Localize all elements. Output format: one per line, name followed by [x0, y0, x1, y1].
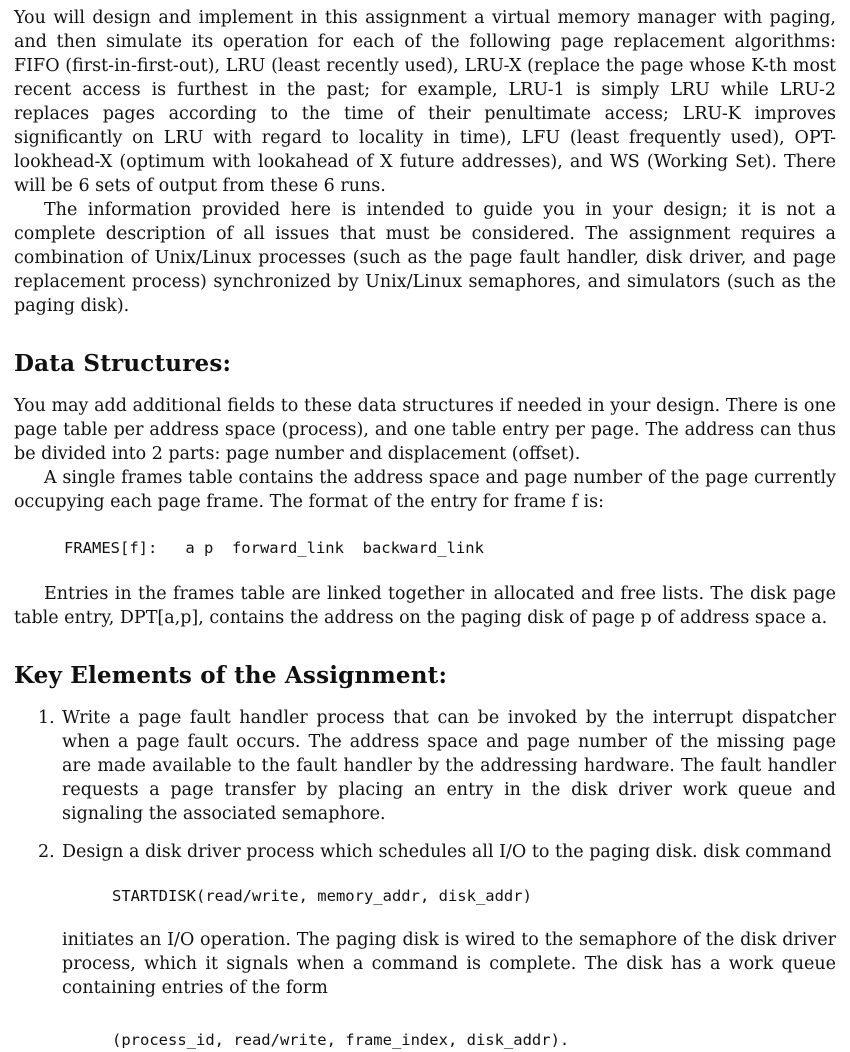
frames-table-paragraph: A single frames table contains the address space and page number of the page currently occupying each page frame. The format of the entry for frame f is:	[14, 468, 836, 512]
data-structures-paragraph: You may add additional fields to these data structures if needed in your design. There is one page table per address space (process), and one table entry per page. The address can thus be divided into 2 parts: page number and displacement (offset).	[14, 396, 836, 464]
list-item	[14, 840, 836, 1052]
startdisk-command: STARTDISK(read/write, memory_addr, disk_addr)	[112, 887, 532, 905]
list-item-text: Write a page fault handler process that can be invoked by the interrupt dispatcher when a page fault occurs. The address space and page number of the missing page are made available to the fault handler by the addressing hardware. The fault handler requests a page transfer by placing an entry in the disk driver work queue and signaling the associated semaphore.	[62, 708, 836, 824]
list-item-number: 1.	[38, 708, 55, 728]
key-elements-list	[14, 706, 836, 1052]
list-item-number: 2.	[38, 842, 55, 862]
list-item	[14, 706, 836, 826]
key-elements-heading: Key Elements of the Assignment:	[14, 662, 448, 689]
document-page	[14, 6, 836, 1052]
data-structures-heading: Data Structures:	[14, 350, 232, 377]
frames-entry-format: FRAMES[f]: a p forward_link backward_link	[64, 539, 484, 557]
guide-paragraph: The information provided here is intended to guide you in your design; it is not a complete description of all issues that must be considered. The assignment requires a combination of Unix/Linux processes (such as the page fault handler, disk driver, and page replacement process) synchronized by Unix/Linux semaphores, and simulators (such as the paging disk).	[14, 200, 836, 316]
list-item-text-continued: initiates an I/O operation. The paging disk is wired to the semaphore of the disk driver process, which it signals when a command is complete. The disk has a work queue containing entries of the form	[62, 930, 836, 998]
list-item-text: Design a disk driver process which schedules all I/O to the paging disk. disk command	[62, 842, 832, 862]
intro-paragraph: You will design and implement in this assignment a virtual memory manager with paging, and then simulate its operation for each of the following page replacement algorithms: FIFO (first-in-first-out), LRU (least recently used), LRU-X (replace the page whose K-th most recent access is furthest in the past; for example, LRU-1 is simply LRU while LRU-2 replaces pages according to the time of their penultimate access; LRU-K improves significantly on LRU with regard to locality in time), LFU (least frequently used), OPT-lookhead-X (optimum with lookahead of X future addresses), and WS (Working Set). There will be 6 sets of output from these 6 runs.	[14, 8, 836, 196]
frames-linking-paragraph: Entries in the frames table are linked together in allocated and free lists. The disk page table entry, DPT[a,p], contains the address on the paging disk of page p of address space a.	[14, 584, 836, 628]
work-queue-entry-format: (process_id, read/write, frame_index, disk_addr).	[112, 1031, 570, 1049]
